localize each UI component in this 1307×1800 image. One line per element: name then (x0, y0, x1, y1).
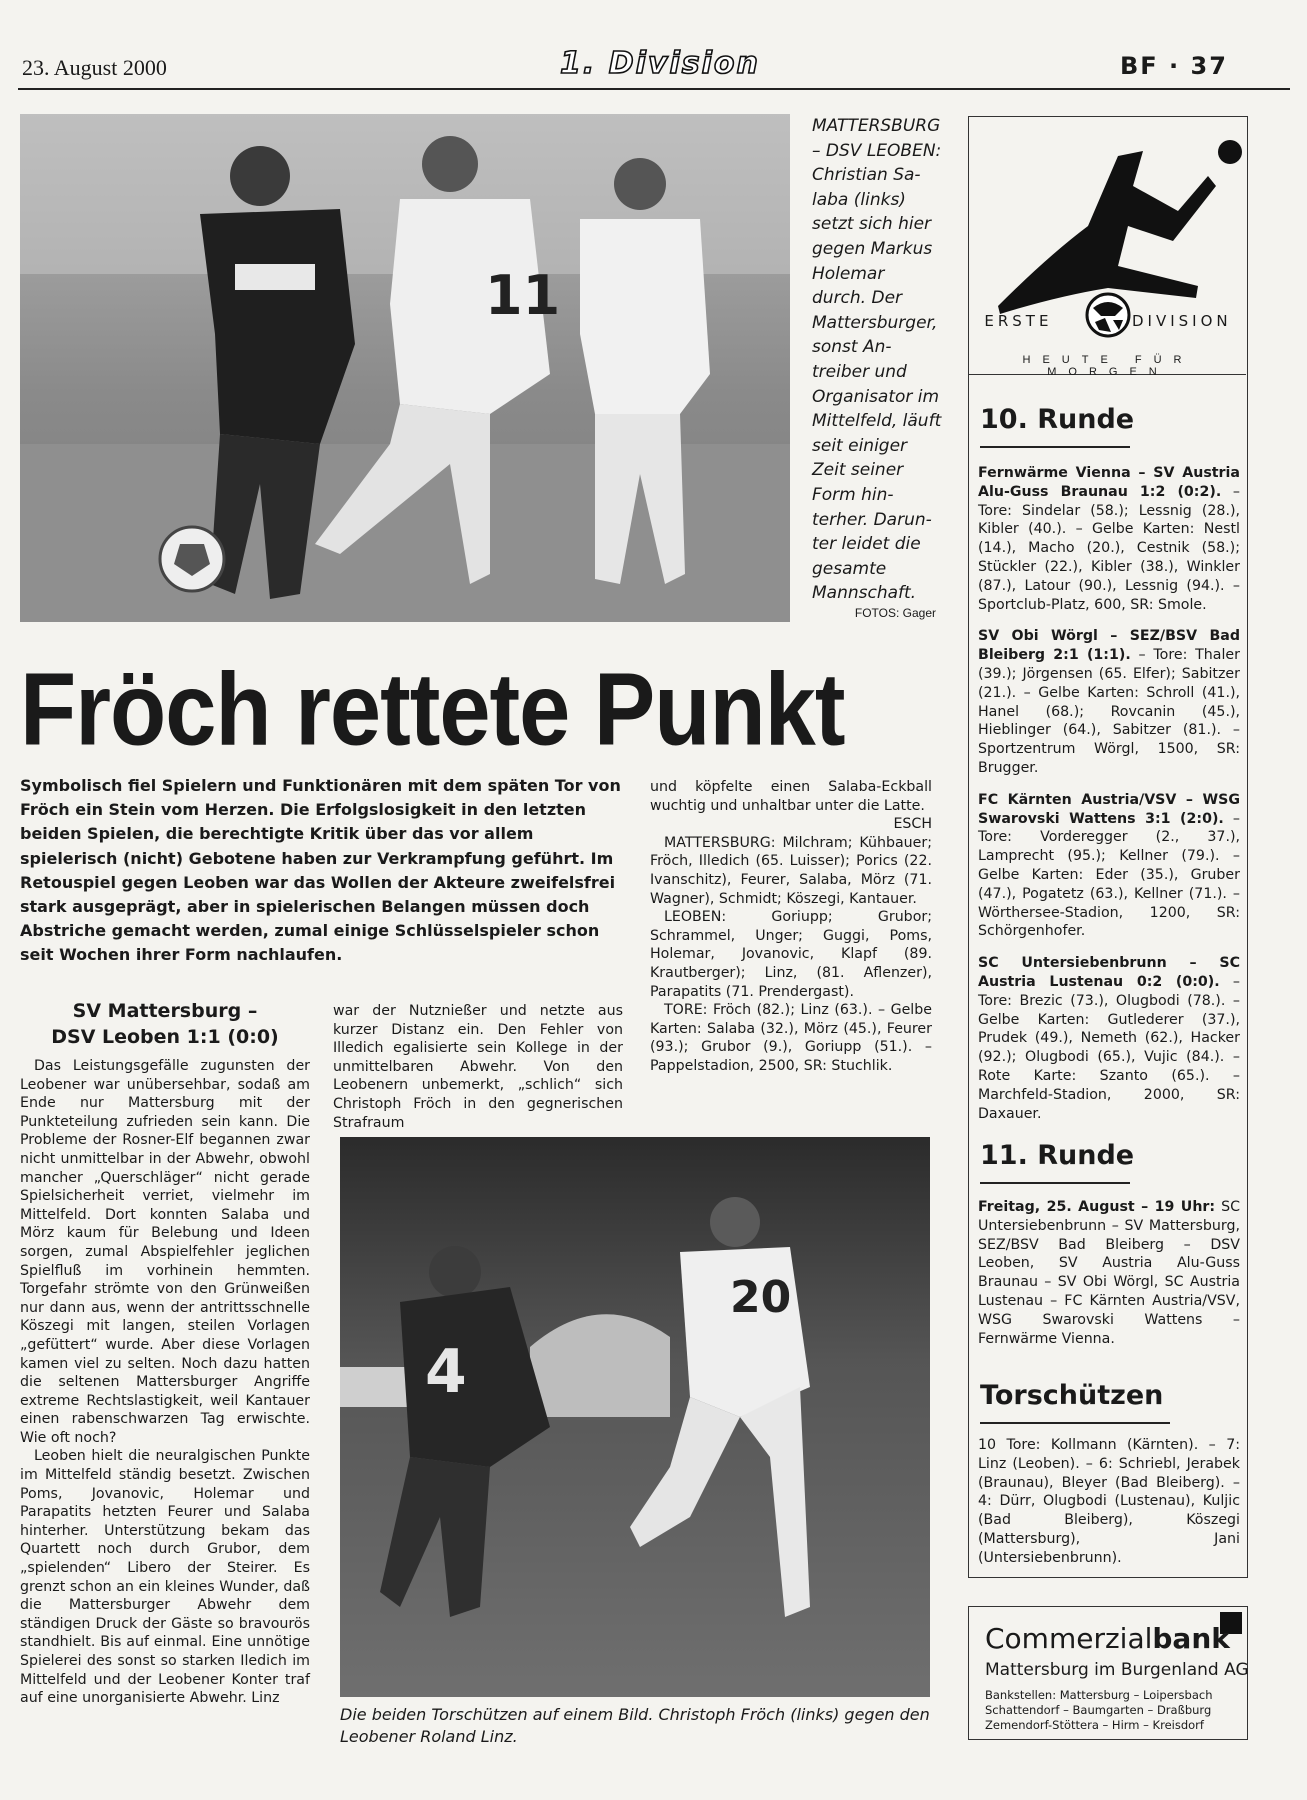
svg-text:20: 20 (730, 1272, 792, 1323)
result-details: – Tore: Thaler (39.); Jörgensen (65. Elfer); Sabitzer (21.). – Gelbe Karten: Schroll (41.), Hanel (68.); Rovcanin (45.), Hieblinger (64.), Sabitzer (81.). – Sportzentrum Wörgl, 1500, SR: Brugger. (978, 647, 1240, 776)
scorers-rule (980, 1422, 1170, 1424)
fixture-list (978, 1198, 1240, 1348)
photo1-caption: MATTERSBURG – DSV LEOBEN: Christian Salaba (links) setzt sich hier gegen Markus Holemar durch. Der Mattersburger, sonst Antreiber und Organisator im Mittelfeld, läuft seit einiger Zeit seiner Form hinterher. Darunter leidet die gesamte Mannschaft. (812, 116, 942, 604)
bank-name-a: Commerzial (985, 1622, 1153, 1655)
result-item (978, 954, 1240, 1123)
article-column-3 (650, 778, 932, 1076)
logo-tagline: HEUTE FÜR MORGEN (1022, 354, 1194, 378)
photo-froech-linz (340, 1137, 930, 1697)
bank-name-b: bank (1152, 1622, 1230, 1655)
section-title: 1. Division (560, 46, 760, 81)
match-title-line2: DSV Leoben 1:1 (0:0) (51, 1026, 279, 1048)
round-11-title: 11. Runde (980, 1140, 1135, 1171)
result-details: – Tore: Vorderegger (2., 37.), Lamprecht (95.); Kellner (79.). – Gelbe Karten: Eder (35.), Gruber (47.), Pogatetz (63.), Kellner (71.). – Wörthersee-Stadion, 1200, SR: Schörgenhofer. (978, 810, 1241, 940)
article-column-2 (333, 1002, 623, 1132)
body-paragraph: war der Nutznießer und netzte aus kurzer Distanz ein. Den Fehler von Illedich egalisierte sein Kollege in der unmittelbaren Abwehr. Von den Leobenern unbemerkt, „schlich“ sich Christoph Fröch in den gegnerischen Strafraum (333, 1003, 623, 1131)
body-paragraph: Leoben hielt die neuralgischen Punkte im Mittelfeld ständig besetzt. Zwischen Poms, Jovanovic, Holemar und Parapatits hetzten Feurer und Salaba hinterher. Unterstützung bekam das Quartett noch durch Grubor, dem „spielenden“ Libero der Steirer. Es grenzt schon an ein kleines Wunder, daß die Mattersburger Abwehr dem ständigen Druck der Gäste so bravourös standhielt. Bis auf einmal. Eine unnötige Spielerei des sonst so starken Iledich im Mittelfeld und der Leobener Konter traf auf eine unorganisierte Abwehr. Linz (20, 1448, 310, 1707)
result-details: – Tore: Brezic (73.), Olugbodi (78.). – Gelbe Karten: Gutlederer (37.), Prudek (49.), Nemeth (62.), Hacker (92.); Olugbodi (65.), Vujic (84.). – Rote Karte: Szanto (65.). – Marchfeld-Stadion, 2000, SR: Daxauer. (978, 973, 1240, 1122)
body-paragraph: und köpfelte einen Salaba-Eckball wuchtig und unhaltbar unter die Latte. (650, 779, 932, 814)
fixture-text: SC Untersiebenbrunn – SV Mattersburg, SEZ/BSV Bad Bleiberg – DSV Leoben, SV Austria Alu-Guss Braunau – SV Obi Wörgl, SC Austria Lustenau – FC Kärnten Austria/VSV, WSG Swarovski Wattens – Fernwärme Vienna. (978, 1199, 1241, 1347)
result-item (978, 464, 1240, 614)
body-paragraph: Das Leistungsgefälle zugunsten der Leobener war unübersehbar, sodaß am Ende nur Mattersburg mit der Punkteteilung zufrieden sein kann. Die Probleme der Rosner-Elf begannen zwar nicht unmittelbar in der Abwehr, obwohl mancher „Querschläger“ nicht gerade Spielsicherheit verriet, vielmehr im Mittelfeld. Dort konnten Salaba und Mörz kaum für Belebung und Ideen sorgen, zumal Abspielfehler jeglichen Spielfluß im vorhinein hemmten. Torgefahr strömte von den Grünweißen nur dann aus, wenn der antrittsschnelle Köszegi mit langen, steilen Vorlagen „gefüttert“ wurde. Aber diese Vorlagen kamen viel zu selten. Noch dazu hatten die seltenen Mattersburger Angriffe extreme Rechtslastigkeit, weil Kantauer einen rabenschwarzen Tag erwischte. Wie oft noch? (20, 1058, 310, 1446)
lineup-label: LEOBEN: (664, 909, 727, 926)
author-tag: ESCH (893, 816, 932, 833)
goals-summary (650, 1001, 932, 1075)
photo2-caption: Die beiden Torschützen auf einem Bild. Christoph Fröch (links) gegen den Leobener Roland Linz. (340, 1705, 930, 1746)
lineup-leoben (650, 908, 932, 1001)
lineup-mattersburg (650, 834, 932, 908)
goals-label: TORE: (664, 1002, 708, 1019)
page-number: BF · 37 (1120, 52, 1228, 80)
round-10-results (978, 464, 1240, 1136)
match-title (20, 998, 310, 1050)
svg-text:11: 11 (485, 264, 561, 327)
bank-subtitle: Mattersburg im Burgenland AG (985, 1660, 1249, 1680)
article-lead: Symbolisch fiel Spielern und Funktionären mit dem späten Tor von Fröch ein Stein vom Herzen. Die Erfolgslosigkeit in den letzten beiden Spielen, die berechtigte Kritik über das vor allem spielerisch (nicht) Gebotene haben zur Verkrampfung geführt. Im Retouspiel gegen Leoben war das Wollen der Akteure zweifelsfrei stark ausgeprägt, aber in spielerischen Belangen müssen doch Abstriche gemacht werden, zumal einige Schlüsselspieler schon seit Wochen ihrer Form nachlaufen. (20, 776, 621, 965)
round-11-rule (980, 1182, 1130, 1184)
scorers-list (978, 1436, 1240, 1581)
scorers-text: 10 Tore: Kollmann (Kärnten). – 7: Linz (Leoben). – 6: Schriebl, Jerabek (Braunau), Bleyer (Bad Bleiberg). – 4: Dürr, Olugbodi (Lustenau), Kuljic (Bad Bleiberg), Köszegi (Mattersburg), Jani (Untersiebenbrunn). (978, 1437, 1240, 1566)
scorers-title: Torschützen (980, 1380, 1164, 1411)
article-headline: Fröch rettete Punkt (20, 652, 845, 768)
round-10-rule (980, 446, 1130, 448)
photo-match-salaba (20, 114, 790, 622)
round-10-title: 10. Runde (980, 404, 1135, 435)
logo-word-left: ERSTE (984, 312, 1053, 330)
result-teams: Fernwärme Vienna – SV Austria Alu-Guss Braunau 1:2 (0:2). (978, 465, 1240, 500)
lineup-label: MATTERSBURG: (664, 834, 776, 851)
lineup-text: Milchram; Kühbauer; Fröch, Illedich (65. Luisser); Porics (22. Ivanschitz), Feurer, Salaba, Mörz (71. Wagner), Schmidt; Köszegi, Kantauer. (650, 834, 933, 907)
result-teams: SV Obi Wörgl – SEZ/BSV Bad Bleiberg 2:1 (1:1). (978, 628, 1240, 664)
goals-text: Fröch (82.); Linz (63.). – Gelbe Karten: Salaba (32.), Mörz (45.), Feurer (93.); Grubor (9.), Goriupp (51.). – Pappelstadion, 2500, SR: Stuchlik. (650, 1002, 932, 1074)
issue-date: 23. August 2000 (22, 55, 167, 80)
photo-credit: FOTOS: Gager (854, 606, 936, 620)
bank-name (985, 1622, 1230, 1655)
svg-text:4: 4 (425, 1337, 467, 1407)
fixture-date: Freitag, 25. August – 19 Uhr: (978, 1199, 1216, 1215)
match-title-line1: SV Mattersburg – (72, 1000, 258, 1022)
result-item (978, 791, 1240, 941)
header-rule (18, 88, 1290, 90)
bank-branches: Bankstellen: Mattersburg – Loipersbach Schattendorf – Baumgarten – Draßburg Zemendorf-Stöttera – Hirm – Kreisdorf (985, 1688, 1213, 1732)
logo-wordmark (970, 312, 1246, 330)
logo-word-right: DIVISION (1131, 312, 1232, 330)
round-11-fixtures (978, 1198, 1240, 1361)
article-column-1 (20, 1057, 310, 1708)
lineup-text: Goriupp; Grubor; Schrammel, Unger; Guggi, Poms, Holemar, Jovanovic, Klapf (89. Krautberger); Linz, (81. Aflenzer), Parapatits (71. Prendergast). (650, 909, 932, 1000)
result-details: – Tore: Sindelar (58.); Lessnig (28.), Kibler (40.). – Gelbe Karten: Nestl (14.), Macho (20.), Cestnik (58.); Stückler (22.), Kibler (38.), Winkler (87.), Latour (90.), Lessnig (94.). – Sportclub-Platz, 600, SR: Smole. (978, 483, 1240, 613)
result-teams: FC Kärnten Austria/VSV – WSG Swarovski Wattens 3:1 (2:0). (978, 791, 1240, 827)
result-teams: SC Untersiebenbrunn – SC Austria Lustenau 0:2 (0:0). (978, 955, 1240, 990)
result-item (978, 627, 1240, 777)
